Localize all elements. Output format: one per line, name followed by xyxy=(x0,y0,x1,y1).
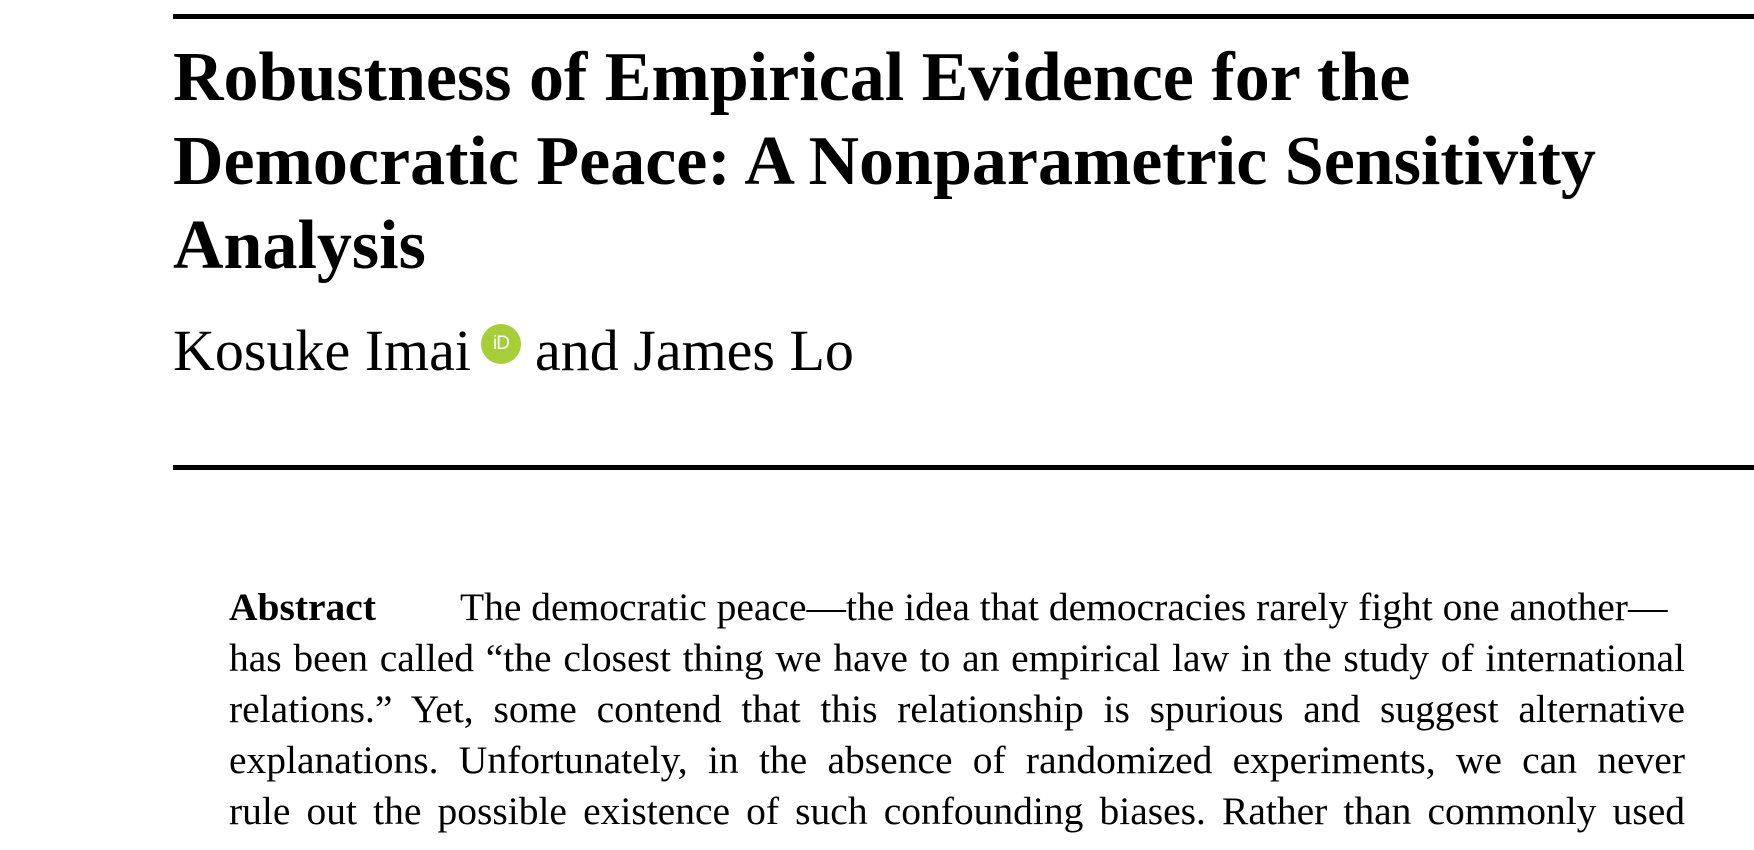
abstract-line: rule out the possible existence of such confounding biases. Rather than commonly used xyxy=(229,789,1685,833)
bottom-rule xyxy=(173,465,1754,470)
author-james-lo: James Lo xyxy=(633,318,854,383)
author-kosuke-imai: Kosuke Imai xyxy=(173,318,471,383)
abstract-line xyxy=(229,582,1685,633)
orcid-icon[interactable]: iD xyxy=(481,324,521,364)
author-line xyxy=(173,316,854,386)
abstract-block xyxy=(229,582,1685,837)
abstract-line: has been called “the closest thing we have to an empirical law in the study of international xyxy=(229,636,1685,680)
author-connector: and xyxy=(535,318,619,383)
abstract-line-text: The democratic peace—the idea that democracies rarely fight one another— xyxy=(460,585,1668,629)
abstract-line: relations.” Yet, some contend that this relationship is spurious and suggest alternative xyxy=(229,687,1685,731)
abstract-line: explanations. Unfortunately, in the absence of randomized experiments, we can never xyxy=(229,738,1685,782)
top-rule xyxy=(173,14,1754,19)
abstract-label: Abstract xyxy=(229,585,376,629)
paper-title: Robustness of Empirical Evidence for the Democratic Peace: A Nonparametric Sensitivity Analysis xyxy=(173,39,1596,284)
